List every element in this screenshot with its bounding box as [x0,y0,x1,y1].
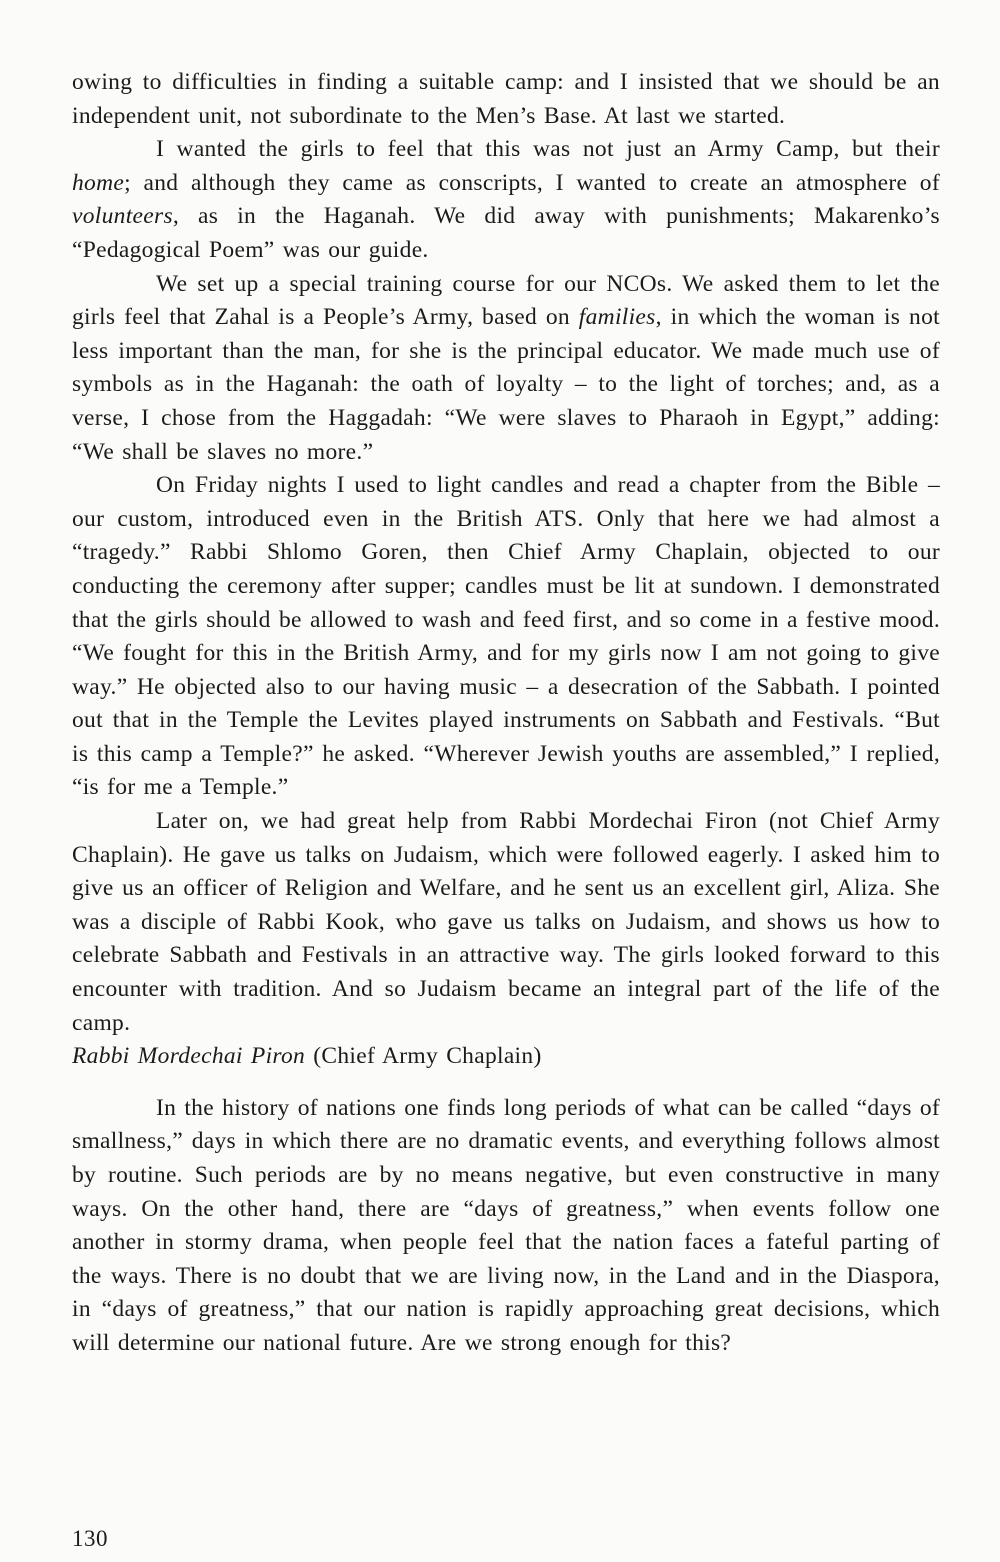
body-text [72,66,940,1361]
paragraph-text: , in which the woman is not less important than the man, for she is the principal educator. We made much use of symbols as in the Haganah: the oath of loyalty – to the light of torches; and, as a verse, I chose from the Haggadah: “We were slaves to Pharaoh in Egypt,” adding: “We shall be slaves no more.” [72,304,940,465]
paragraph-text: I wanted the girls to feel that this was not just an Army Camp, but their [156,136,940,163]
heading-role: (Chief Army Chaplain) [313,1043,542,1070]
section-heading [72,1040,940,1074]
paragraph-text: , as in the Haganah. We did away with punishments; Makarenko’s “Pedagogical Poem” was our guide. [72,203,940,263]
emphasis-volunteers: volunteers [72,203,173,230]
paragraph-continuation: owing to difficulties in finding a suitable camp: and I insisted that we should be an independent unit, not subordinate to the Men’s Base. At last we started. [72,69,940,129]
page-number: 130 [72,1526,108,1551]
emphasis-families: families [578,304,656,331]
paragraph-text: ; and although they came as conscripts, I wanted to create an atmosphere of [124,169,940,196]
emphasis-home: home [72,169,125,196]
paragraph-training [72,268,940,470]
paragraph-history-of-nations: In the history of nations one finds long periods of what can be called “days of smallness,” days in which there are no dramatic events, and everything follows almost by routine. Such periods are by no means negative, but even constructive in many ways. On the other hand, there are “days of greatness,” when events follow one another in stormy drama, when people feel that the nation faces a fateful parting of the ways. There is no doubt that we are living now, in the Land and in the Diaspora, in “days of greatness,” that our nation is rapidly approaching great decisions, which will determine our national future. Are we strong enough for this? [72,1094,940,1356]
heading-name: Rabbi Mordechai Piron [72,1043,306,1070]
paragraph-home [72,133,940,267]
paragraph-friday-nights: On Friday nights I used to light candles and read a chapter from the Bible – our custom, introduced even in the British ATS. Only that here we had almost a “tragedy.” Rabbi Shlomo Goren, then Chief Army Chaplain, objected to our conducting the ceremony after supper; candles must be lit at sundown. I demonstrated that the girls should be allowed to wash and feed first, and so come in a festive mood. “We fought for this in the British Army, and for my girls now I am not going to give way.” He objected also to our having music – a desecration of the Sabbath. I pointed out that in the Temple the Levites played instruments on Sabbath and Festivals. “But is this camp a Temple?” he asked. “Wherever Jewish youths are assembled,” I replied, “is for me a Temple.” [72,472,940,801]
paragraph-text: We set up a special training course for our NCOs. We asked them to let the girls feel that Zahal is a People’s Army, based on [72,270,940,331]
paragraph-rabbi-firon: Later on, we had great help from Rabbi Mordechai Firon (not Chief Army Chaplain). He gave us talks on Judaism, which were followed eagerly. I asked him to give us an officer of Religion and Welfare, and he sent us an excellent girl, Aliza. She was a disciple of Rabbi Kook, who gave us talks on Judaism, and shows us how to celebrate Sabbath and Festivals in an attractive way. The girls looked forward to this encounter with tradition. And so Judaism became an integral part of the life of the camp. [72,808,940,1036]
